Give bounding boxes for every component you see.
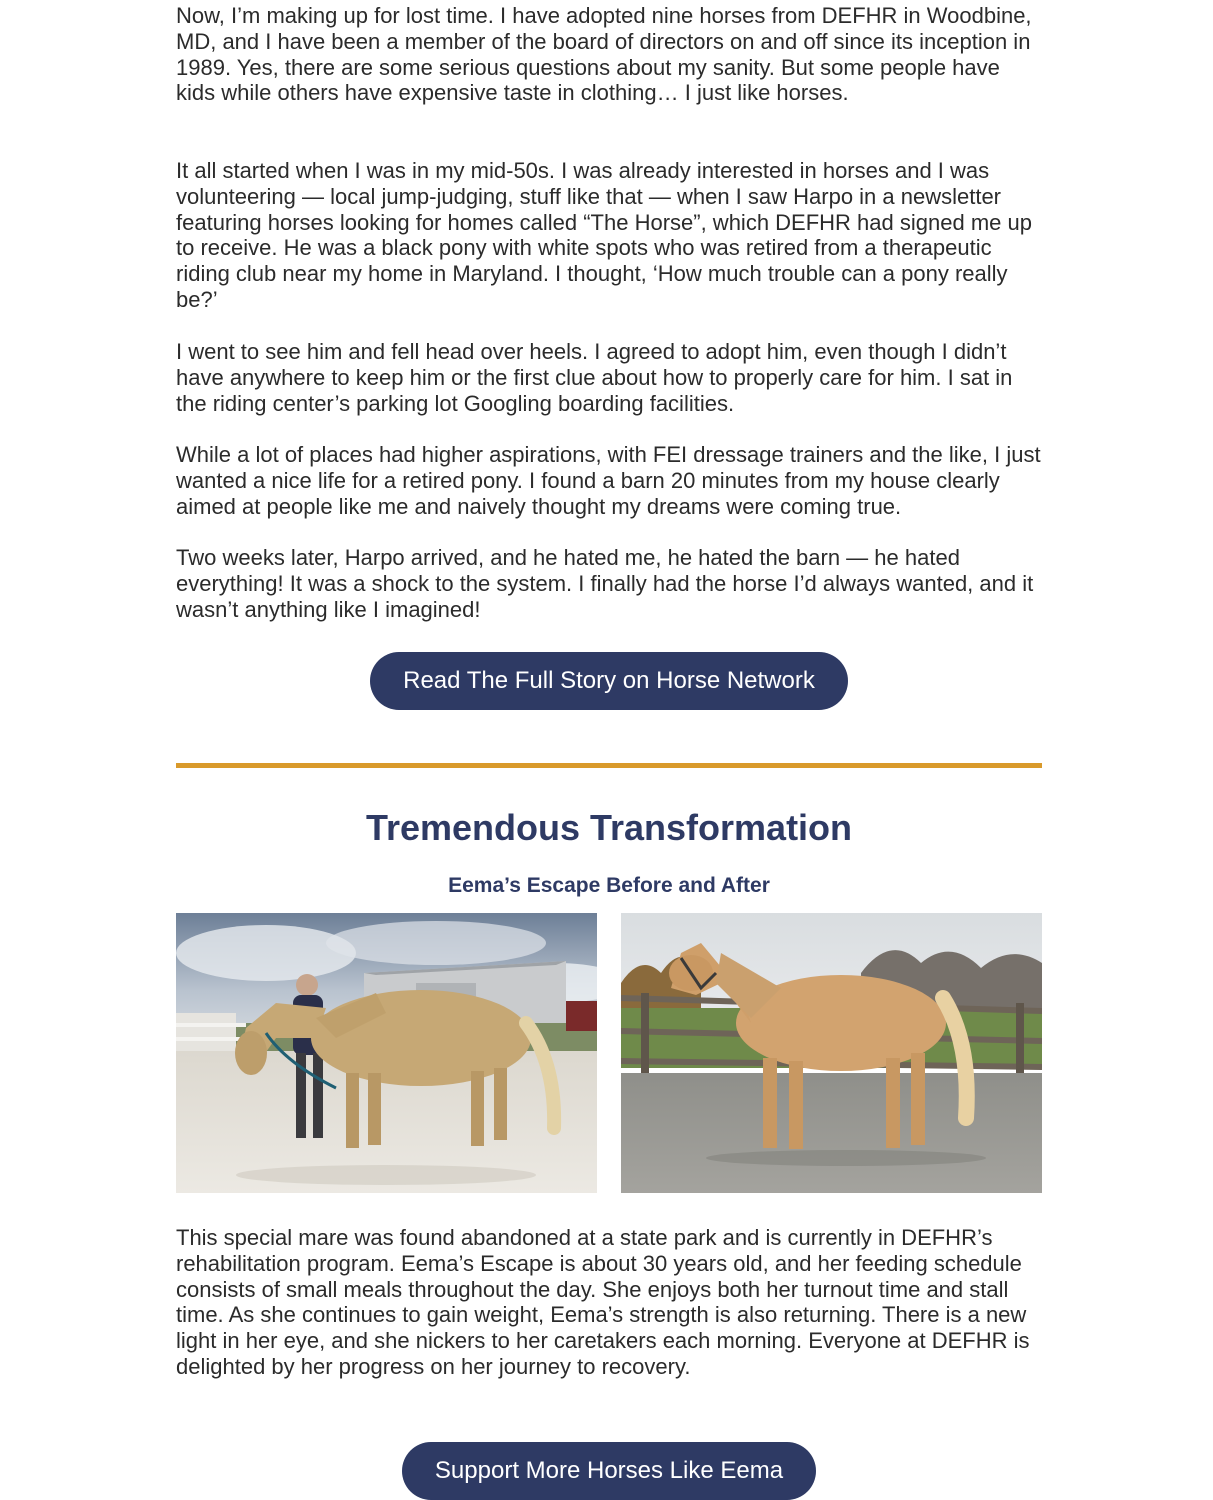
horse-before-photo bbox=[176, 913, 597, 1193]
story-paragraph-1: Now, I’m making up for lost time. I have adopted nine horses from DEFHR in Woodbine, MD, and I have been a member of the board of directors on and off since its inception in 1989. Yes, there are some serious questions about my sanity. But some people have kids while others have expensive taste in clothing… I just like horses. bbox=[176, 3, 1032, 106]
transformation-body: This special mare was found abandoned at a state park and is currently in DEFHR’s rehabilitation program. Eema’s Escape is about 30 years old, and her feeding schedule consists of small meals throughout the day. She enjoys both her turnout time and stall time. As she continues to gain weight, Eema’s strength is also returning. There is a new light in her eye, and she nickers to her caretakers each morning. Everyone at DEFHR is delighted by her progress on her journey to recovery. bbox=[176, 1225, 1030, 1379]
story-paragraph-2: It all started when I was in my mid-50s. I was already interested in horses and I was volunteering — local jump-judging, stuff like that — when I saw Harpo in a newsletter featuring horses looking for homes called “The Horse”, which DEFHR had signed me up to receive. He was a black pony with white spots who was retired from a therapeutic riding club near my home in Maryland. I thought, ‘How much trouble can a pony really be?’ bbox=[176, 158, 1032, 312]
section-title: Tremendous Transformation bbox=[365, 807, 853, 848]
story-paragraph-3: I went to see him and fell head over heels. I agreed to adopt him, even though I didn’t have anywhere to keep him or the first clue about how to properly care for him. I sat in the riding center’s parking lot Googling boarding facilities. bbox=[176, 339, 1013, 416]
support-horses-button[interactable]: Support More Horses Like Eema bbox=[402, 1442, 816, 1500]
story-paragraph-5: Two weeks later, Harpo arrived, and he hated me, he hated the barn — he hated everything! It was a shock to the system. I finally had the horse I’d always wanted, and it wasn’t anything like I imagined! bbox=[176, 545, 1034, 622]
section-subtitle: Eema’s Escape Before and After bbox=[448, 874, 770, 897]
section-divider bbox=[176, 763, 1042, 768]
read-full-story-button[interactable]: Read The Full Story on Horse Network bbox=[370, 652, 848, 710]
horse-after-photo bbox=[621, 913, 1042, 1193]
story-paragraph-4: While a lot of places had higher aspirations, with FEI dressage trainers and the like, I just wanted a nice life for a retired pony. I found a barn 20 minutes from my house clearly aimed at people like me and naively thought my dreams were coming true. bbox=[176, 442, 1041, 519]
